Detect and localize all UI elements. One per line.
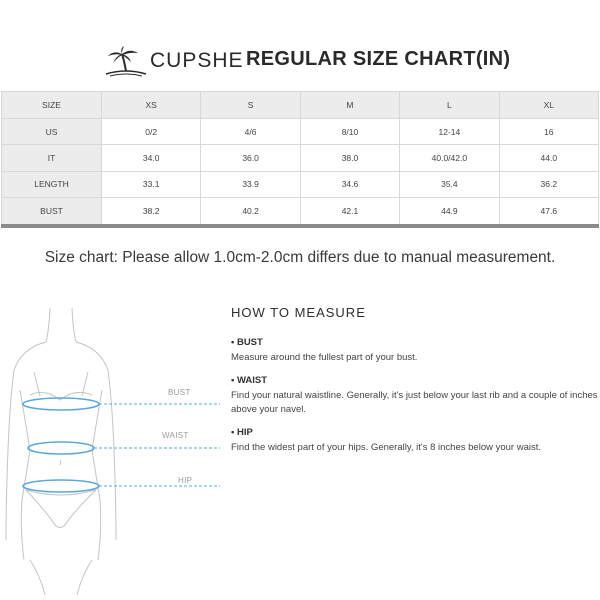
chart-header <box>0 44 600 78</box>
column-header: XS <box>102 92 201 119</box>
table-row <box>2 198 599 226</box>
table-cell: 40.2 <box>201 198 300 226</box>
hip-label: HIP <box>178 476 193 485</box>
table-cell: 42.1 <box>300 198 399 226</box>
table-cell: 36.0 <box>201 145 300 171</box>
table-cell: 8/10 <box>300 119 399 145</box>
table-cell: 16 <box>499 119 598 145</box>
hip-measure-ellipse <box>23 480 99 492</box>
table-cell: 47.6 <box>499 198 598 226</box>
row-label: LENGTH <box>2 171 102 197</box>
column-header: M <box>300 92 399 119</box>
hip-instruction <box>231 427 600 454</box>
table-cell: 38.0 <box>300 145 399 171</box>
table-cell: 33.1 <box>102 171 201 197</box>
instruction-text: Measure around the fullest part of your bust. <box>231 352 418 363</box>
table-cell: 35.4 <box>400 171 499 197</box>
row-label: BUST <box>2 198 102 226</box>
body-outline-illustration <box>0 300 220 600</box>
waist-label: WAIST <box>162 431 189 440</box>
brand-name: CUPSHE <box>150 49 244 72</box>
column-header: L <box>400 92 499 119</box>
row-label: IT <box>2 145 102 171</box>
column-header: S <box>201 92 300 119</box>
column-header: SIZE <box>2 92 102 119</box>
table-cell: 44.0 <box>499 145 598 171</box>
table-cell: 44.9 <box>400 198 499 226</box>
instruction-heading: • BUST <box>231 337 263 348</box>
table-row <box>2 119 599 145</box>
table-cell: 40.0/42.0 <box>400 145 499 171</box>
how-to-measure-section <box>231 305 600 465</box>
instruction-text: Find your natural waistline. Generally, it's just below your last rib and a couple of inches above your navel. <box>231 390 598 415</box>
table-cell: 34.6 <box>300 171 399 197</box>
body-figure <box>0 300 220 600</box>
table-cell: 33.9 <box>201 171 300 197</box>
table-cell: 12-14 <box>400 119 499 145</box>
table-cell: 36.2 <box>499 171 598 197</box>
bust-instruction <box>231 337 600 364</box>
measurement-note: Size chart: Please allow 1.0cm-2.0cm differs due to manual measurement. <box>44 249 556 266</box>
waist-instruction <box>231 375 600 416</box>
waist-measure-ellipse <box>28 442 94 454</box>
table-cell: 38.2 <box>102 198 201 226</box>
table-row <box>2 171 599 197</box>
column-header: XL <box>499 92 598 119</box>
instruction-heading: • WAIST <box>231 375 268 387</box>
table-cell: 4/6 <box>201 119 300 145</box>
instruction-text: Find the widest part of your hips. Generally, it's 8 inches below your waist. <box>231 441 542 453</box>
palm-tree-island-icon <box>104 46 148 78</box>
table-cell: 0/2 <box>102 119 201 145</box>
table-header-row <box>2 92 599 119</box>
size-chart-table <box>1 91 599 228</box>
bust-label: BUST <box>168 388 191 397</box>
table-cell: 34.0 <box>102 145 201 171</box>
how-to-measure-title: HOW TO MEASURE <box>231 305 366 320</box>
instruction-heading: • HIP <box>231 426 253 438</box>
page-title: REGULAR SIZE CHART(IN) <box>246 48 511 70</box>
table-row <box>2 145 599 171</box>
row-label: US <box>2 119 102 145</box>
